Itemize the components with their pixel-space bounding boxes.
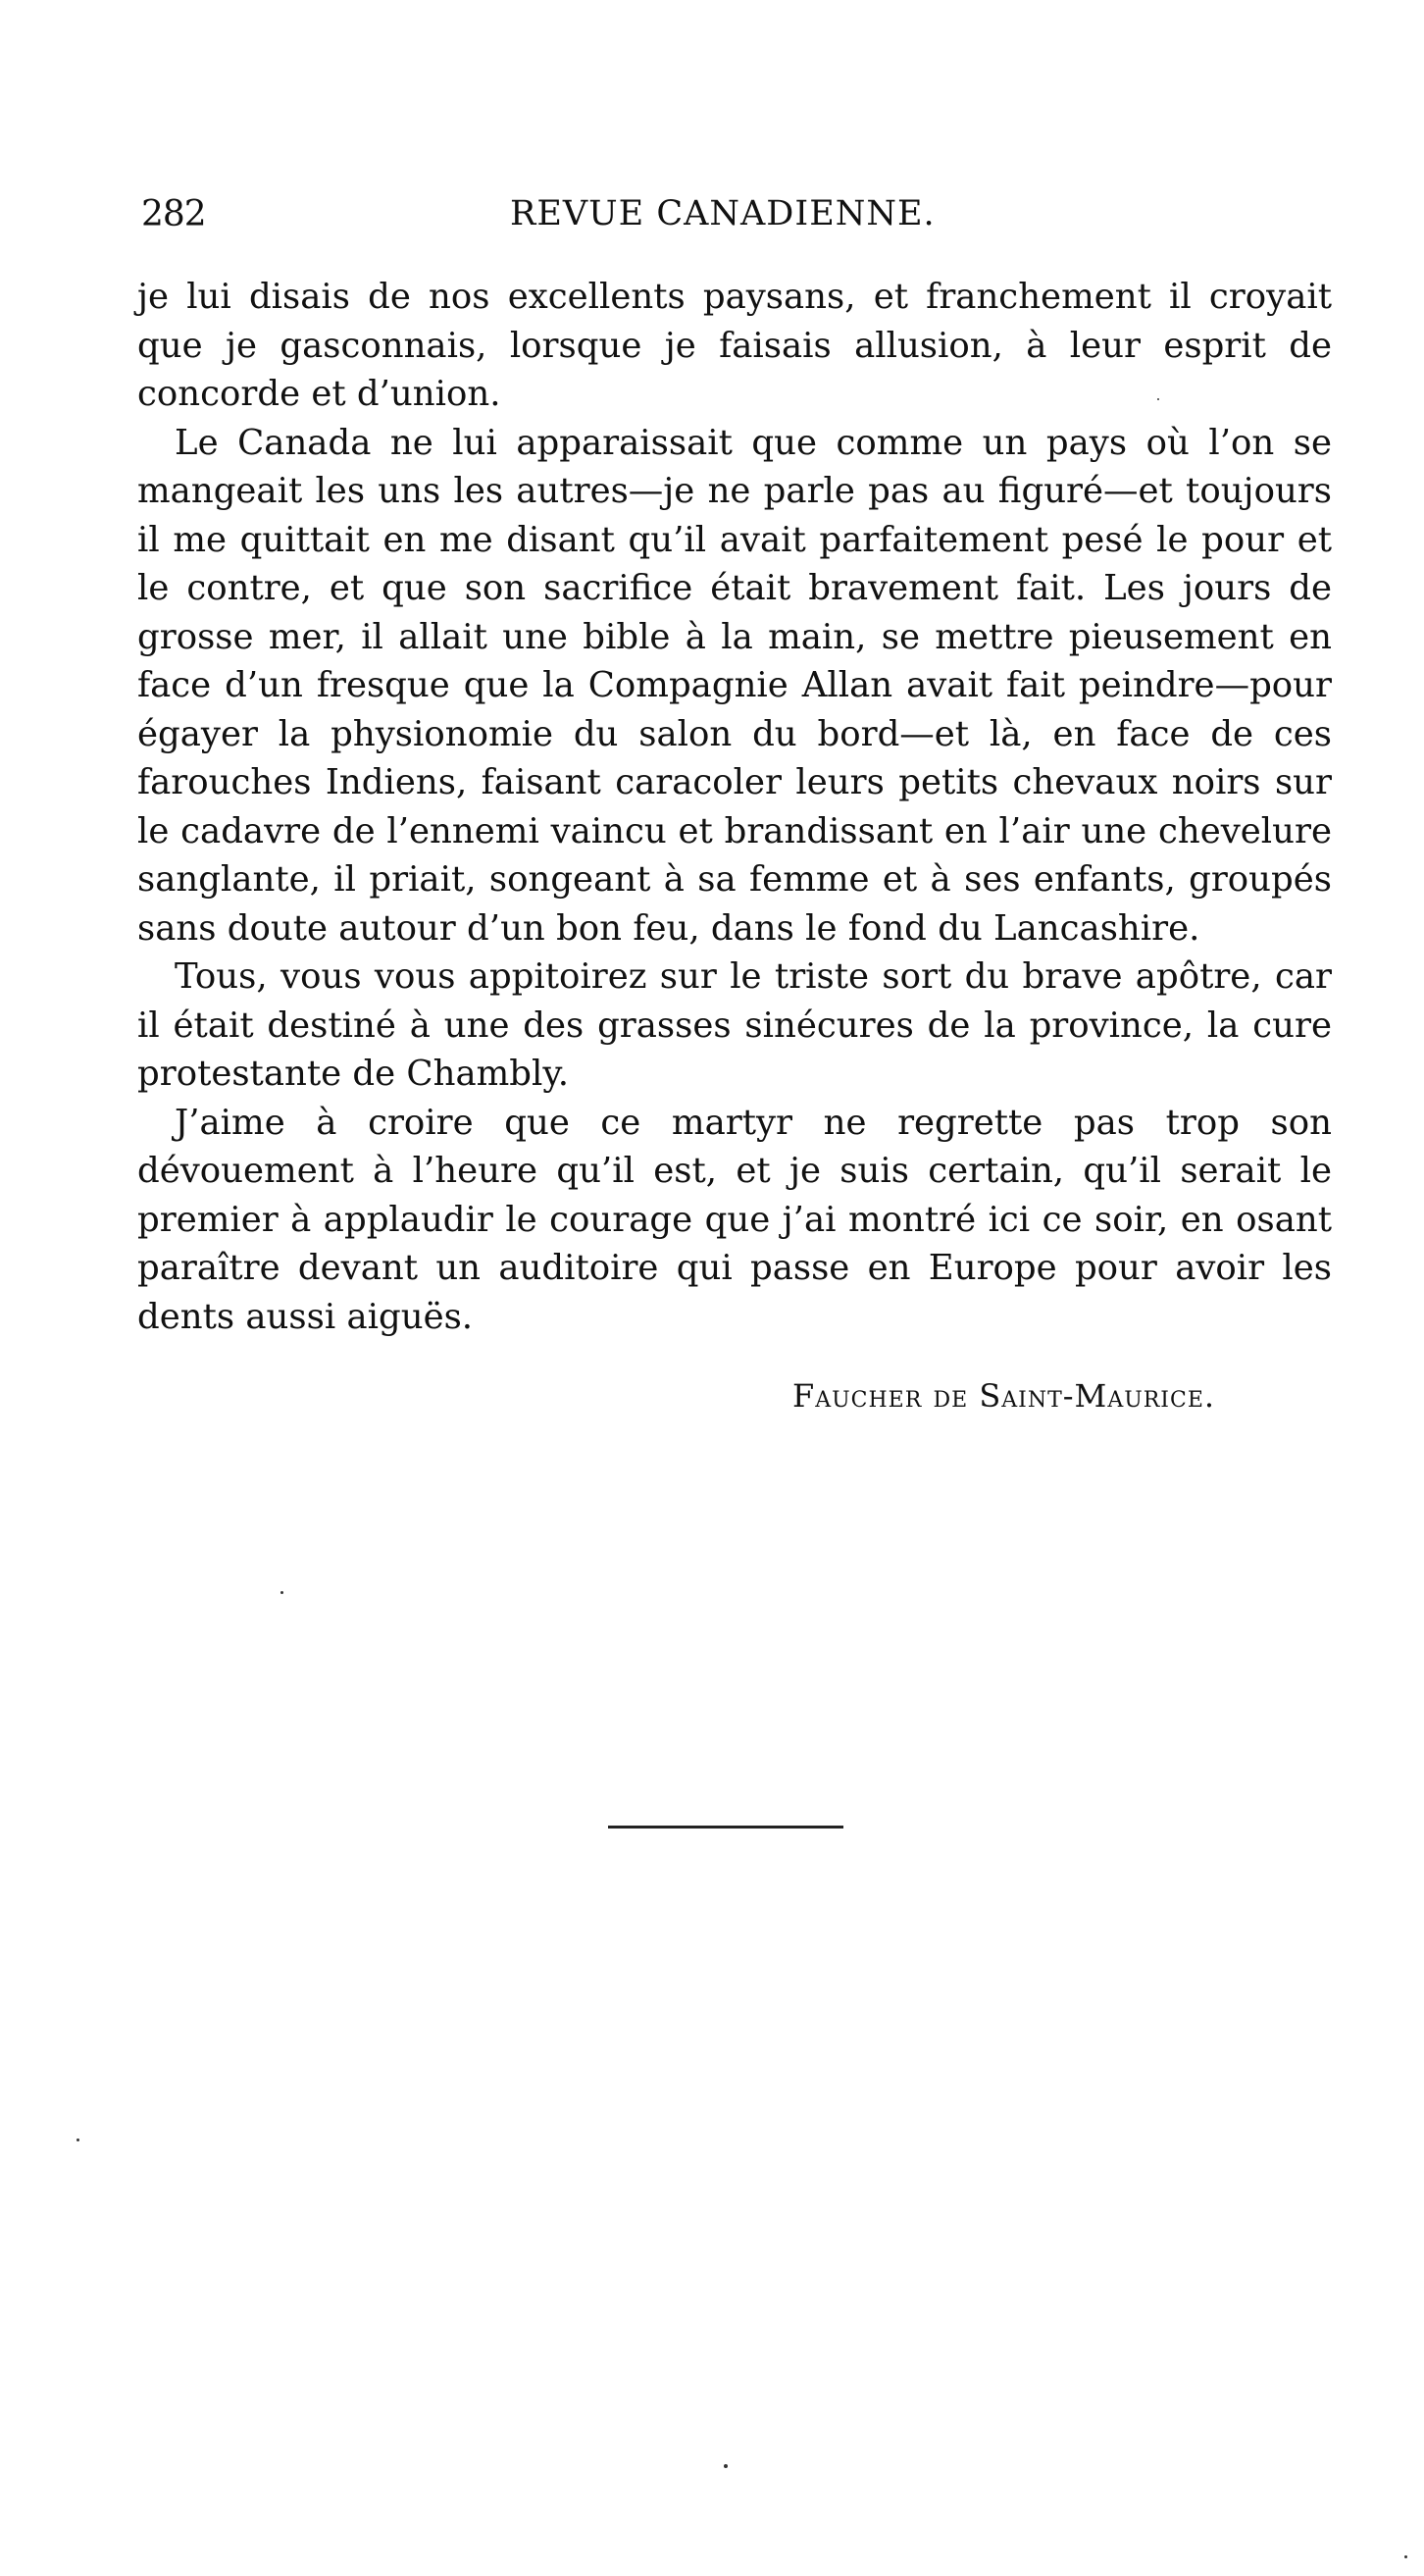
paragraph-apotre: Tous, vous vous appitoirez sur le triste sort du brave apôtre, car il était destiné à une des grasses sinécures de la province, la cure protestante de Chambly. bbox=[137, 956, 1332, 1094]
scan-speck bbox=[1404, 2555, 1407, 2558]
scan-speck bbox=[76, 2138, 79, 2141]
scan-speck bbox=[1157, 398, 1159, 400]
body-text bbox=[137, 273, 1332, 1341]
author-signature: Faucher de Saint-Maurice. bbox=[792, 1377, 1216, 1415]
page-number: 282 bbox=[141, 194, 206, 234]
paragraph-martyr: J’aime à croire que ce martyr ne regrette pas trop son dévouement à l’heure qu’il est, et je suis certain, qu’il serait le premier à applaudir le courage que j’ai montré ici ce soir, en osant paraître devant un auditoire qui passe en Europe pour avoir les dents aussi aiguës. bbox=[137, 1102, 1332, 1337]
paragraph-continuation: je lui disais de nos excellents paysans, et franchement il croyait que je gasconnais, lorsque je faisais allusion, à leur esprit de concorde et d’union. bbox=[137, 277, 1332, 414]
running-title: REVUE CANADIENNE. bbox=[510, 194, 936, 233]
scan-speck bbox=[280, 1591, 283, 1594]
page-header bbox=[137, 186, 1334, 245]
scan-speck bbox=[724, 2464, 728, 2468]
section-divider bbox=[608, 1826, 843, 1829]
paragraph-canada: Le Canada ne lui apparaissait que comme un pays où l’on se mangeait les uns les autres—je ne parle pas au figuré—et toujours il me quittait en me disant qu’il avait parfaitement pesé le pour et le contre, et que son sacrifice était bravement fait. Les jours de grosse mer, il allait une bible à la main, se mettre pieusement en face d’un fresque que la Compagnie Allan avait fait peindre—pour égayer la physionomie du salon du bord—et là, en face de ces farouches Indiens, faisant caracoler leurs petits chevaux noirs sur le cadavre de l’ennemi vaincu et brandissant en l’air une chevelure sanglante, il priait, songeant à sa femme et à ses enfants, groupés sans doute autour d’un bon feu, dans le fond du Lancashire. bbox=[137, 422, 1332, 949]
